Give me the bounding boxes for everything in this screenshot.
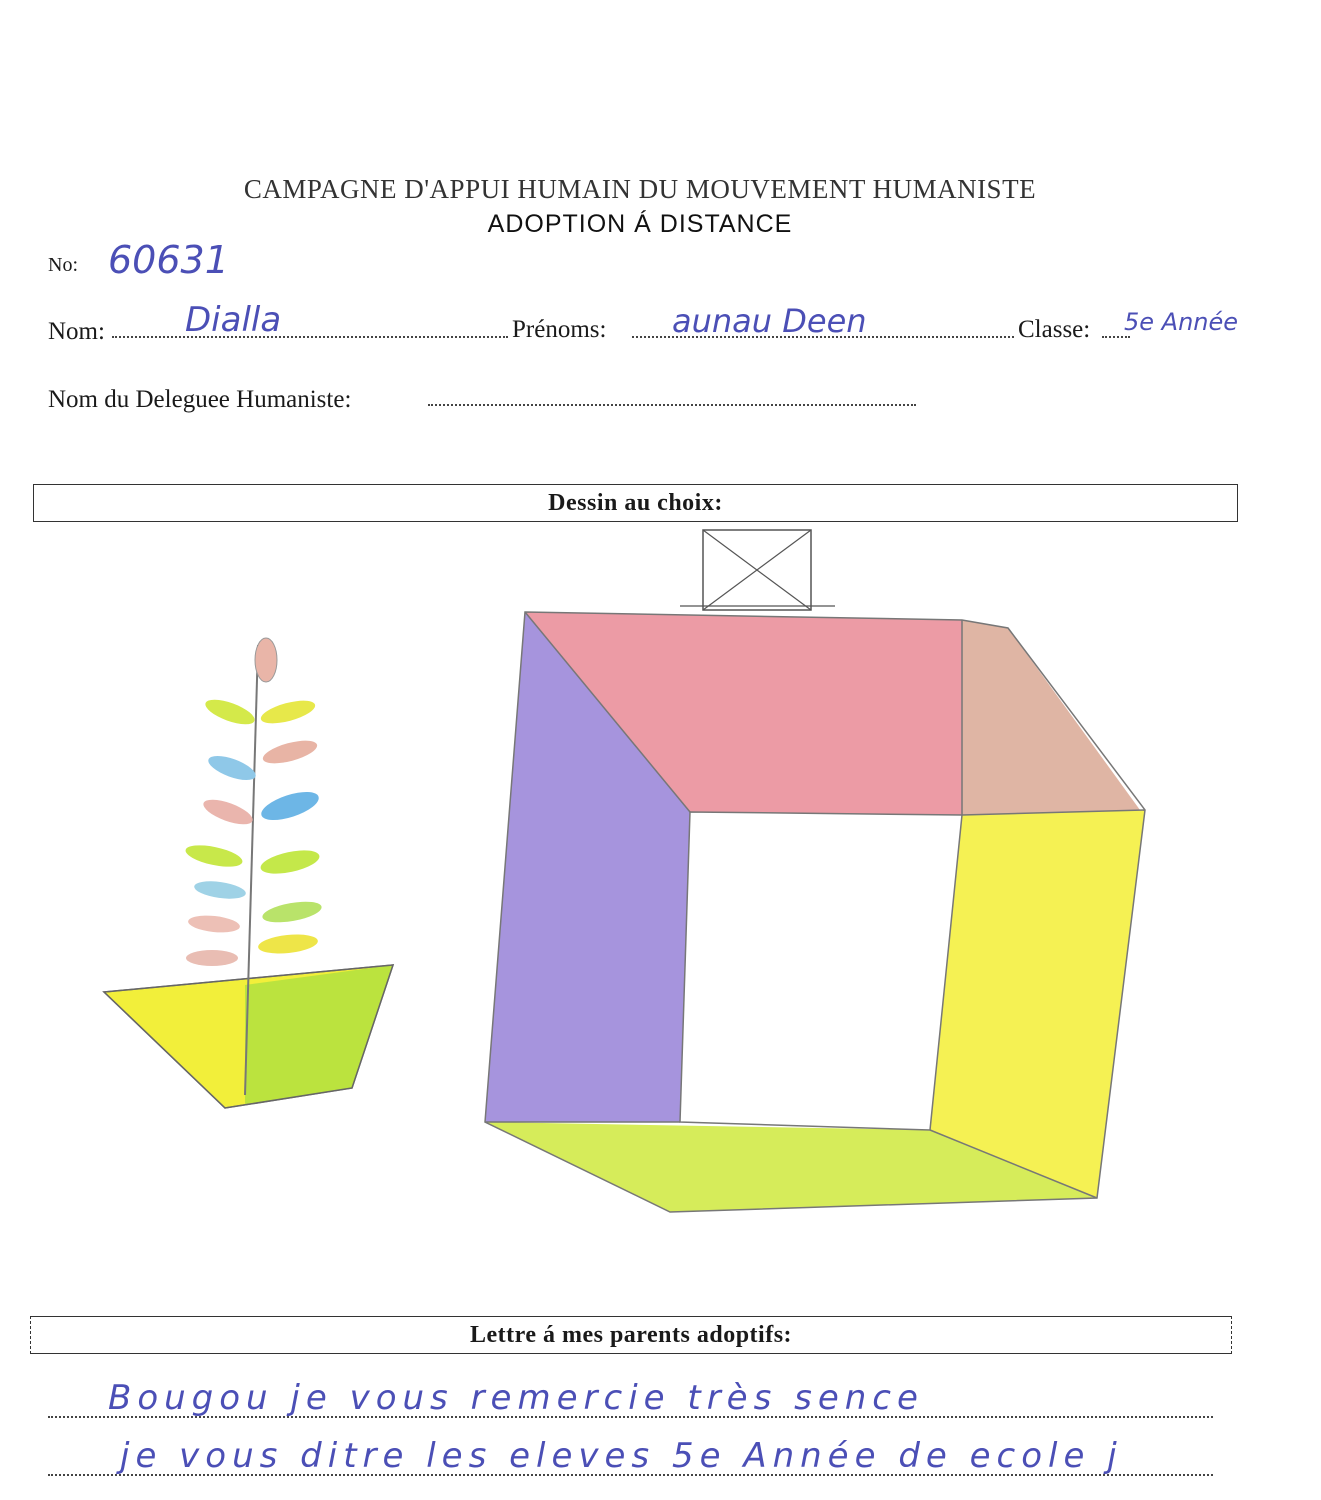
cube-right-tan [962, 620, 1140, 815]
letter-section-header [30, 1316, 1232, 1354]
leaf [261, 898, 323, 926]
prenoms-label: Prénoms: [512, 316, 607, 343]
drawing-section-header [33, 484, 1238, 522]
leaf [186, 950, 238, 966]
nom-label: Nom: [48, 318, 105, 345]
cube-right-yellow [930, 810, 1145, 1198]
leaf [200, 795, 255, 830]
delegue-label: Nom du Deleguee Humaniste: [48, 386, 352, 413]
delegue-dotted-line [428, 404, 916, 406]
leaf [187, 913, 240, 934]
number-label: No: [48, 254, 78, 276]
letter-line-2: je vous ditre les eleves 5e Année de ecole j [120, 1436, 1123, 1476]
classe-dotted-line [1102, 336, 1130, 338]
leaf [257, 932, 319, 956]
top-bud [255, 638, 277, 682]
leaf [184, 841, 244, 871]
classe-value: 5e Année [1124, 308, 1239, 336]
prenoms-value: aunau Deen [672, 302, 867, 340]
leaf [259, 846, 322, 878]
letter-line-1: Bougou je vous remercie très sence [108, 1378, 924, 1418]
organization-heading: CAMPAGNE D'APPUI HUMAIN DU MOUVEMENT HUMANISTE [243, 174, 1037, 204]
pot-right-fill [245, 965, 393, 1104]
leaf [258, 786, 322, 825]
letter-section-title: Lettre á mes parents adoptifs: [469, 1322, 793, 1348]
leaf [193, 878, 247, 901]
leaf [259, 696, 318, 728]
leaf [202, 695, 257, 730]
number-value: 60631 [108, 238, 229, 282]
document-title: ADOPTION Á DISTANCE [487, 210, 793, 238]
classe-label: Classe: [1018, 316, 1091, 343]
drawing-section-title: Dessin au choix: [548, 490, 723, 516]
leaf [261, 736, 320, 768]
child-drawing [0, 520, 1321, 1240]
leaf [205, 751, 258, 785]
nom-dotted-line [112, 336, 508, 338]
nom-value: Dialla [185, 300, 282, 340]
flower-pot-drawing [104, 638, 393, 1108]
cube-hole [680, 812, 962, 1130]
cube-drawing [485, 530, 1145, 1212]
